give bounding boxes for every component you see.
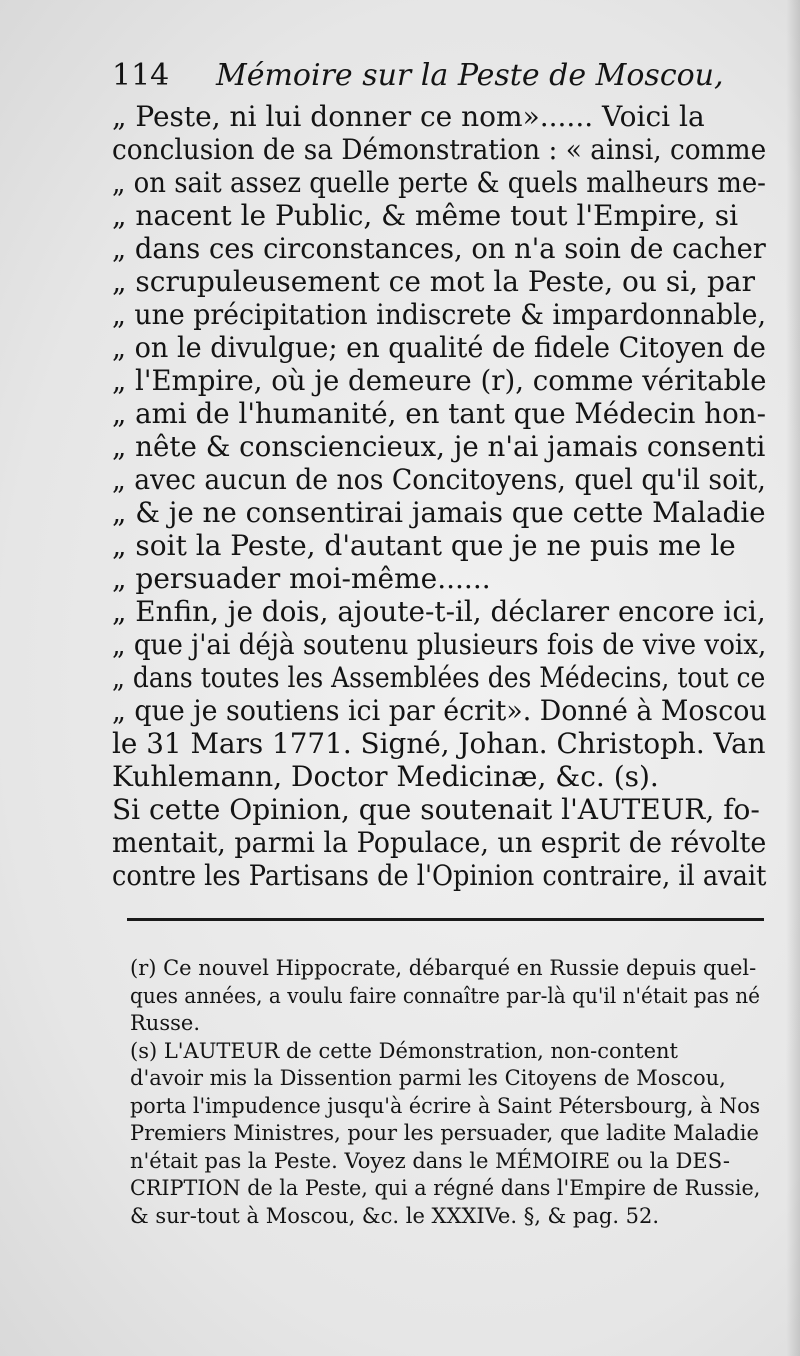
text-line: „ Peste, ni lui donner ce nom»...... Voici la: [112, 100, 705, 133]
text-line: „ nacent le Public, & même tout l'Empire, si: [112, 199, 739, 232]
page-header: [112, 58, 752, 98]
text-line: „ ami de l'humanité, en tant que Médecin hon-: [112, 397, 766, 430]
text-line: „ & je ne consentirai jamais que cette Maladie: [112, 496, 766, 529]
text-line: „ on le divulgue; en qualité de fidele Citoyen de: [112, 331, 766, 364]
text-line: „ Enfin, je dois, ajoute-t-il, déclarer encore ici,: [112, 595, 766, 628]
footnote-line: n'était pas la Peste. Voyez dans le MÉMOIRE ou la DES-: [130, 1148, 730, 1173]
text-line: contre les Partisans de l'Opinion contraire, il avait: [112, 859, 767, 892]
text-line: „ une précipitation indiscrete & impardonnable,: [112, 298, 767, 331]
footnote-line: Russe.: [130, 1011, 200, 1035]
text-line: Si cette Opinion, que soutenait l'AUTEUR, fo-: [112, 793, 760, 826]
running-title: Mémoire sur la Peste de Moscou,: [216, 58, 724, 93]
text-line: „ nête & consciencieux, je n'ai jamais consenti: [112, 430, 766, 463]
footnote-rule: [127, 918, 764, 921]
page-number: 114: [112, 58, 170, 93]
text-line: „ que j'ai déjà soutenu plusieurs fois de vive voix,: [112, 628, 767, 661]
text-line: „ que je soutiens ici par écrit». Donné à Moscou: [112, 694, 767, 727]
footnote-line: & sur-tout à Moscou, &c. le XXXIVe. §, & pag. 52.: [130, 1203, 660, 1228]
text-line: „ on sait assez quelle perte & quels malheurs me-: [112, 166, 766, 199]
text-line: „ l'Empire, où je demeure (r), comme véritable: [112, 364, 767, 397]
text-line: conclusion de sa Démonstration : « ainsi, comme: [112, 133, 767, 166]
footnote-line: d'avoir mis la Dissention parmi les Citoyens de Moscou,: [130, 1066, 726, 1090]
footnote-line: Premiers Ministres, pour les persuader, que ladite Maladie: [130, 1121, 759, 1145]
main-text: [112, 100, 766, 892]
text-line: „ dans toutes les Assemblées des Médecins, tout ce: [112, 661, 766, 694]
text-line: mentait, parmi la Populace, un esprit de révolte: [112, 826, 767, 859]
footnote-line: (r) Ce nouvel Hippocrate, débarqué en Russie depuis quel-: [130, 956, 757, 980]
footnote-line: ques années, a voulu faire connaître par-là qu'il n'était pas né: [130, 983, 761, 1008]
text-line: „ persuader moi-même......: [112, 562, 491, 595]
text-line: „ soit la Peste, d'autant que je ne puis me le: [112, 529, 736, 562]
footnote-line: porta l'impudence jusqu'à écrire à Saint Pétersbourg, à Nos: [130, 1093, 761, 1118]
footnote-line: CRIPTION de la Peste, qui a régné dans l'Empire de Russie,: [130, 1176, 761, 1200]
text-line: „ dans ces circonstances, on n'a soin de cacher: [112, 232, 766, 265]
text-line: Kuhlemann, Doctor Medicinæ, &c. (s).: [112, 760, 659, 793]
footnote-line: (s) L'AUTEUR de cette Démonstration, non-content: [130, 1038, 678, 1063]
footnotes: [130, 955, 760, 1230]
text-line: „ scrupuleusement ce mot la Peste, ou si, par: [112, 265, 755, 298]
text-line: „ avec aucun de nos Concitoyens, quel qu'il soit,: [112, 463, 766, 496]
page-edge-shadow: [786, 0, 800, 1356]
text-line: le 31 Mars 1771. Signé, Johan. Christoph. Van: [112, 727, 766, 760]
